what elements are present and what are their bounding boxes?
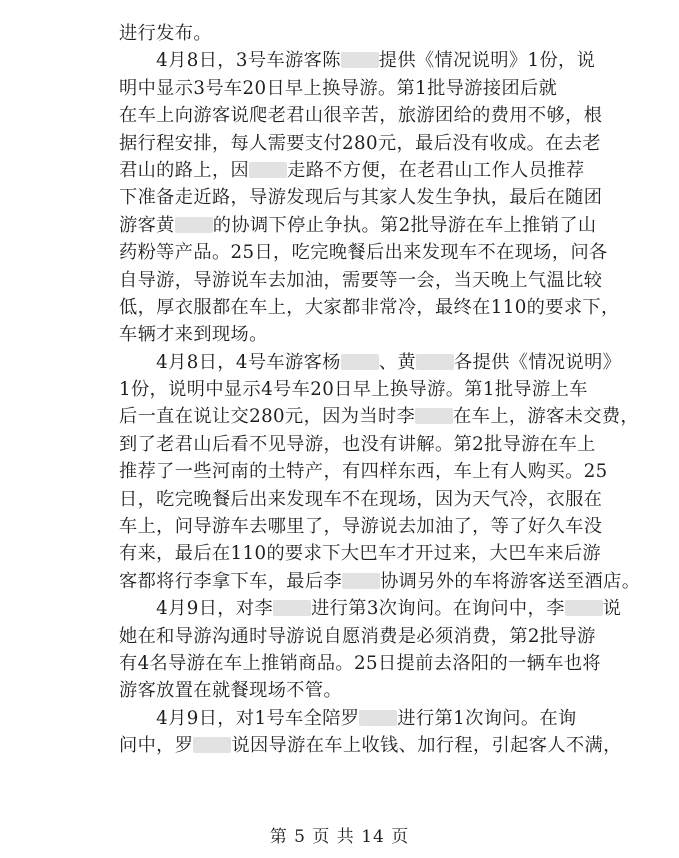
redacted-name-blur [565,600,603,616]
document-text-line: 君山的路上，因 走路不方便，在老君山工作人员推荐 [119,159,585,181]
redacted-name-blur [193,737,231,753]
document-text-line: 据行程安排，每人需要支付280元，最后没有收成。在去老 [119,132,602,154]
redacted-name-blur [175,217,213,233]
document-text-line: 4月9日，对1号车全陪罗 进行第1次询问。在询 [119,707,577,729]
document-text-line: 她在和导游沟通时导游说自愿消费是必须消费，第2批导游 [119,625,596,647]
redacted-name-blur [415,408,453,424]
redacted-name-blur [342,573,380,589]
document-text-line: 1份，说明中显示4号车20日早上换导游。第1批导游上车 [119,379,588,401]
document-text-line: 有4名导游在车上推销商品。25日提前去洛阳的一辆车也将 [119,652,602,674]
redacted-name-blur [249,162,287,178]
document-text-line: 问中，罗 说因导游在车上收钱、加行程，引起客人不满， [119,735,622,757]
document-text-line: 日，吃完晚餐后出来发现车不在现场，因为天气冷，衣服在 [119,488,603,510]
document-text-line: 4月8日，3号车游客陈 提供《情况说明》1份，说 [119,50,596,72]
document-text-line: 明中显示3号车20日早上换导游。第1批导游接团后就 [119,77,558,99]
document-text-line: 低，厚衣服都在车上，大家都非常冷，最终在110的要求下， [119,296,620,318]
redacted-name-blur [341,52,379,68]
document-text-line: 后一直在说让交280元，因为当时李 在车上，游客未交费， [119,406,640,428]
document-text-line: 游客黄 的协调下停止争执。第2批导游在车上推销了山 [119,214,597,236]
document-text-line: 客都将行李拿下车，最后李 协调另外的车将游客送至酒店。 [119,570,641,592]
document-text-line: 4月8日，4号车游客杨 、黄 各提供《情况说明》 [119,351,622,373]
document-text-line: 车辆才来到现场。 [119,324,268,346]
document-text-line: 有来，最后在110的要求下大巴车才开过来，大巴车来后游 [119,543,602,565]
document-text-line: 自导游，导游说车去加油，需要等一会，当天晚上气温比较 [119,269,603,291]
redacted-name-blur [273,600,311,616]
document-text-line: 到了老君山后看不见导游，也没有讲解。第2批导游在车上 [119,433,596,455]
document-text-line: 药粉等产品。25日，吃完晚餐后出来发现车不在现场，问各 [119,242,608,264]
document-text-line: 在车上向游客说爬老君山很辛苦，旅游团给的费用不够，根 [119,105,603,127]
document-text-line: 游客放置在就餐现场不管。 [119,680,343,702]
document-text-line: 推荐了一些河南的土特产，有四样东西，车上有人购买。25 [119,461,608,483]
page-number-footer: 第 5 页 共 14 页 [269,827,410,847]
redacted-name-blur [359,710,397,726]
document-text-line: 车上，问导游车去哪里了，导游说去加油了，等了好久车没 [119,516,603,538]
redacted-name-blur [341,354,379,370]
document-text-line: 4月9日，对李 进行第3次询问。在询问中，李 说 [119,598,622,620]
document-text-line: 下准备走近路，导游发现后与其家人发生争执，最后在随团 [119,187,603,209]
document-body [119,20,641,760]
document-text-line: 进行发布。 [119,23,212,44]
redacted-name-blur [416,354,454,370]
